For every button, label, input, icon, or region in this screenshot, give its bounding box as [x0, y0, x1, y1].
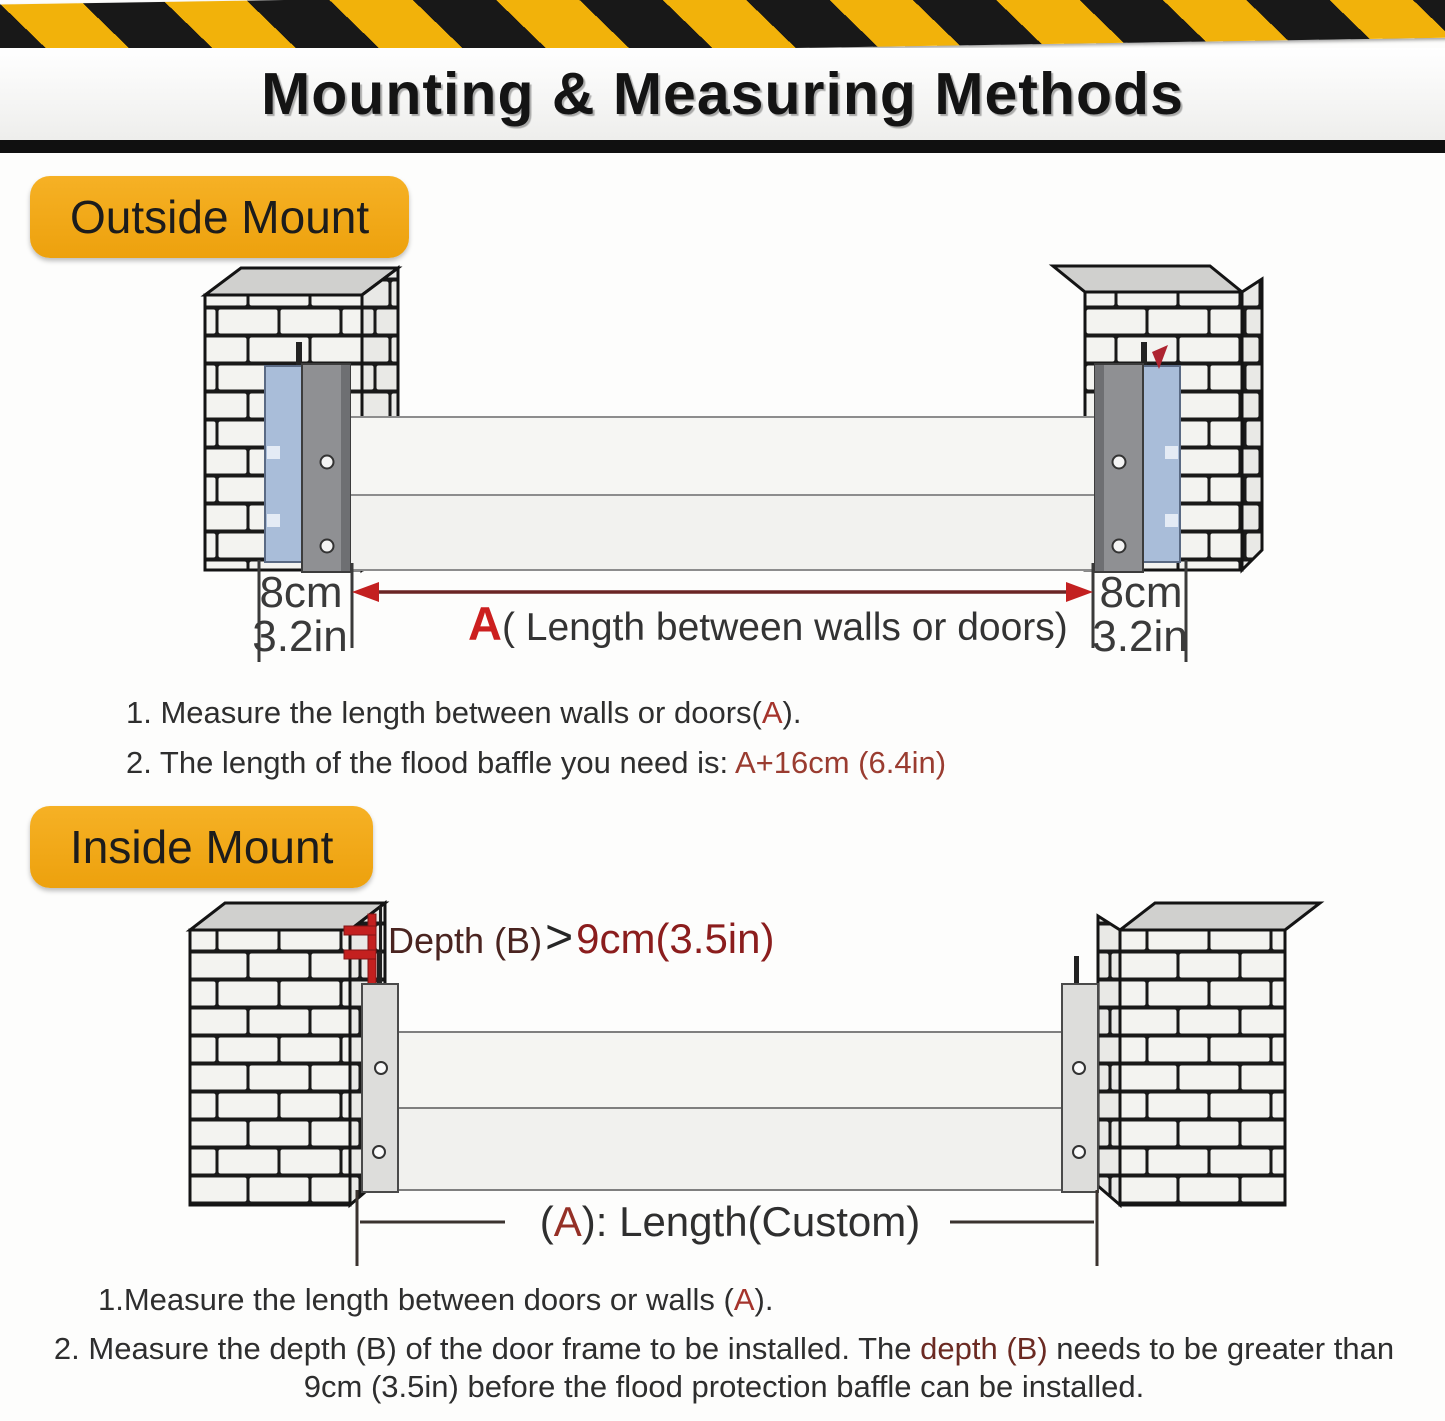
greater-than-sign: > [545, 911, 574, 964]
step-text: 2. Measure the depth (B) of the door frame to be installed. The [53, 1331, 921, 1366]
page-title: Mounting & Measuring Methods [261, 61, 1184, 127]
brick-pillar-right-2 [1098, 903, 1320, 1205]
depth-b-prefix: Depth (B) [388, 920, 543, 961]
step-text: ). [782, 695, 802, 730]
inside-mount-badge: Inside Mount [30, 806, 373, 888]
left-gap-cm-label: 8cm [259, 568, 343, 617]
mount-channel-right [1141, 342, 1180, 562]
outside-mount-steps [126, 688, 946, 788]
length-a-letter: A [468, 597, 502, 650]
right-gap-in-label: 3.2in [1092, 612, 1188, 661]
step-text: needs to be greater than 9cm (3.5in) before the flood protection baffle can be installed. [303, 1331, 1395, 1404]
length-custom-text: ): Length(Custom) [581, 1198, 921, 1245]
brick-pillar-left-2 [190, 903, 385, 1205]
depth-b-value: 9cm(3.5in) [576, 915, 775, 962]
pressure-bar-right [1095, 364, 1143, 572]
side-channel-left [362, 952, 398, 1192]
step-text: 1.Measure the length between doors or walls ( [98, 1282, 734, 1317]
mount-channel-left [265, 342, 302, 562]
left-gap-in-label: 3.2in [252, 612, 348, 661]
pressure-bar-left [302, 364, 350, 572]
flood-barrier-boards-2 [398, 1032, 1082, 1190]
right-gap-cm-label: 8cm [1099, 568, 1183, 617]
step-highlight: A [761, 695, 783, 730]
paren: ( [539, 1198, 554, 1245]
outside-mount-badge: Outside Mount [30, 176, 409, 258]
step-highlight: A [733, 1282, 755, 1317]
step-text: 2. The length of the flood baffle you need is: [126, 745, 735, 780]
inside-step-2 [28, 1330, 1420, 1406]
step-highlight: depth (B) [920, 1331, 1048, 1366]
length-a-label [468, 596, 1068, 651]
length-a-text: ( Length between walls or doors) [501, 606, 1068, 649]
depth-b-label [388, 910, 775, 965]
flood-barrier-boards [322, 417, 1136, 570]
length-custom-label [480, 1198, 980, 1246]
step-text: 1. Measure the length between walls or doors( [126, 695, 762, 730]
outside-step-1 [126, 688, 946, 738]
step-text: ). [754, 1282, 774, 1317]
outside-step-2 [126, 738, 946, 788]
length-custom-a: A [553, 1198, 582, 1245]
step-highlight: A+16cm (6.4in) [734, 745, 947, 780]
inside-step-1 [98, 1282, 773, 1318]
side-channel-right [1062, 956, 1098, 1192]
